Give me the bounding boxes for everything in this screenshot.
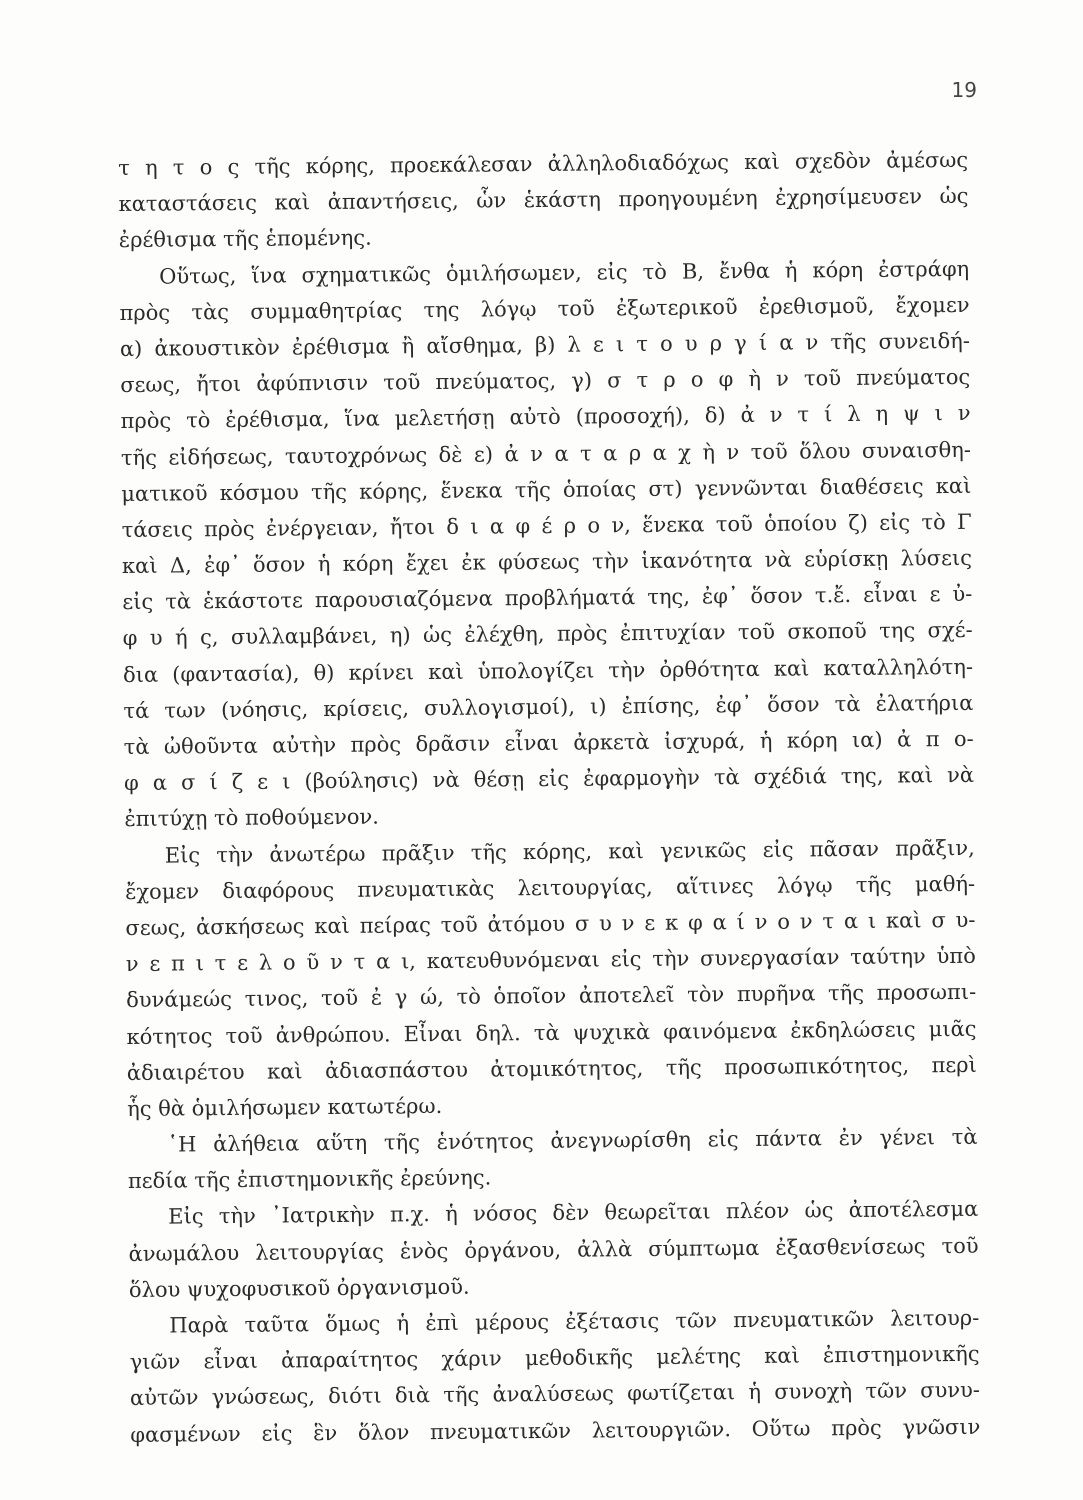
text-line: αὐτῶν γνώσεως, διότι διὰ τῆς ἀναλύσεως φωτίζεται ἡ συνοχὴ τῶν συνυ- [129,1378,981,1411]
text-line: ῾Η ἀλήθεια αὕτη τῆς ἑνότητος ἀνεγνωρίσθη εἰς πάντα ἐν γένει τὰ [167,1124,978,1157]
text-line: Οὕτως, ἵνα σχηματικῶς ὁμιλήσωμεν, εἰς τὸ Β, ἔνθα ἡ κόρη ἐστράφη [159,256,970,289]
text-line: εἰς τὰ ἑκάστοτε παρουσιαζόμενα προβλήματά της, ἐφ᾽ ὅσον τ.ἔ. εἶναι ε ὐ- [122,582,973,615]
body-text [118,142,980,1453]
text-line: ματικοῦ κόσμου τῆς κόρης, ἕνεκα τῆς ὁποίας στ) γεννῶνται διαθέσεις καὶ [121,473,972,506]
text-line: τῆς εἰδήσεως, ταυτοχρόνως δὲ ε) ἀ ν α τ α ρ α χ ὴ ν τοῦ ὅλου συναισθη- [120,437,972,470]
text-line: ἐρέθισμα τῆς ἑπομένης. [118,225,372,253]
text-line: πεδία τῆς ἐπιστημονικῆς ἐρεύνης. [127,1165,492,1194]
text-line: Παρὰ ταῦτα ὅμως ἡ ἐπὶ μέρους ἐξέτασις τῶν πνευματικῶν λειτουρ- [169,1305,980,1338]
text-line: πρὸς τὰς συμμαθητρίας της λόγῳ τοῦ ἐξωτερικοῦ ἐρεθισμοῦ, ἔχομεν [119,292,970,325]
text-line: α) ἀκουστικὸν ἐρέθισμα ἢ αἴσθημα, β) λ ε ι τ ο υ ρ γ ί α ν τῆς συνειδή- [119,328,970,361]
text-line: ἔχομεν διαφόρους πνευματικὰς λειτουργίας, αἵτινες λόγῳ τῆς μαθή- [125,871,976,904]
text-line: ὅλου ψυχοφυσικοῦ ὀργανισμοῦ. [128,1274,470,1302]
text-line: Εἰς τὴν ᾽Ιατρικὴν π.χ. ἡ νόσος δὲν θεωρεῖται πλέον ὡς ἀποτέλεσμα [168,1197,979,1230]
text-line: τάσεις πρὸς ἐνέργειαν, ἤτοι δ ι α φ έ ρ ο ν, ἕνεκα τοῦ ὁποίου ζ) εἰς τὸ Γ [121,509,972,542]
text-line: καὶ Δ, ἐφ᾽ ὅσον ἡ κόρη ἔχει ἐκ φύσεως τὴν ἱκανότητα νὰ εὑρίσκῃ λύσεις [121,545,973,579]
text-line: ἀνωμάλου λειτουργίας ἑνὸς ὀργάνου, ἀλλὰ σύμπτωμα ἐξασθενίσεως τοῦ [128,1233,979,1266]
text-line: ἀδιαιρέτου καὶ ἀδιασπάστου ἀτομικότητος, τῆς προσωπικότητος, περὶ [126,1052,977,1085]
text-line: τά των (νόησις, κρίσεις, συλλογισμοί), ι) ἐπίσης, ἐφ᾽ ὅσον τὰ ἐλατήρια [123,690,974,723]
text-line: φασμένων εἰς ἓν ὅλον πνευματικῶν λειτουργιῶν. Οὕτω πρὸς γνῶσιν [130,1414,981,1447]
text-line: Εἰς τὴν ἀνωτέρω πρᾶξιν τῆς κόρης, καὶ γενικῶς εἰς πᾶσαν πρᾶξιν, [164,835,975,868]
page-number: 19 [951,78,977,102]
text-line: ἐπιτύχῃ τὸ ποθούμενον. [124,804,380,832]
text-line: καταστάσεις καὶ ἀπαντήσεις, ὧν ἑκάστη προηγουμένη ἐχρησίμευσεν ὡς [118,184,969,217]
text-line: δυνάμεώς τινος, τοῦ ἐ γ ώ, τὸ ὁποῖον ἀποτελεῖ τὸν πυρῆνα τῆς προσωπι- [126,980,977,1013]
text-line: τὰ ὠθοῦντα αὐτὴν πρὸς δρᾶσιν εἶναι ἀρκετὰ ἰσχυρά, ἡ κόρη ια) ἀ π ο- [123,726,974,759]
text-line: σεως, ἤτοι ἀφύπνισιν τοῦ πνεύματος, γ) σ τ ρ ο φ ὴ ν τοῦ πνεύματος [120,364,971,398]
text-line: ν ε π ι τ ε λ ο ῦ ν τ α ι, κατευθυνόμεναι εἰς τὴν συνεργασίαν ταύτην ὑπὸ [125,943,976,977]
text-line: φ α σ ί ζ ε ι (βούλησις) νὰ θέσῃ εἰς ἐφαρμογὴν τὰ σχέδιά της, καὶ νὰ [123,762,975,796]
text-line: γιῶν εἶναι ἀπαραίτητος χάριν μεθοδικῆς μελέτης καὶ ἐπιστημονικῆς [129,1341,980,1375]
text-line: φ υ ή ς, συλλαμβάνει, η) ὡς ἐλέχθη, πρὸς ἐπιτυχίαν τοῦ σκοποῦ της σχέ- [122,618,973,651]
text-line: τ η τ ο ς τῆς κόρης, προεκάλεσαν ἀλληλοδιαδόχως καὶ σχεδὸν ἀμέσως [118,147,969,180]
text-line: πρὸς τὸ ἐρέθισμα, ἵνα μελετήσῃ αὐτὸ (προσοχή), δ) ἀ ν τ ί λ η ψ ι ν [120,401,971,434]
text-line: ἧς θὰ ὁμιλήσωμεν κατωτέρω. [127,1093,443,1121]
text-line: σεως, ἀσκήσεως καὶ πείρας τοῦ ἀτόμου σ υ ν ε κ φ α ί ν ο ν τ α ι καὶ σ υ- [125,907,976,940]
text-line: κότητος τοῦ ἀνθρώπου. Εἶναι δηλ. τὰ ψυχικὰ φαινόμενα ἐκδηλώσεις μιᾶς [126,1016,977,1049]
text-line: δια (φαντασία), θ) κρίνει καὶ ὑπολογίζει τὴν ὀρθότητα καὶ καταλληλότη- [122,654,974,687]
